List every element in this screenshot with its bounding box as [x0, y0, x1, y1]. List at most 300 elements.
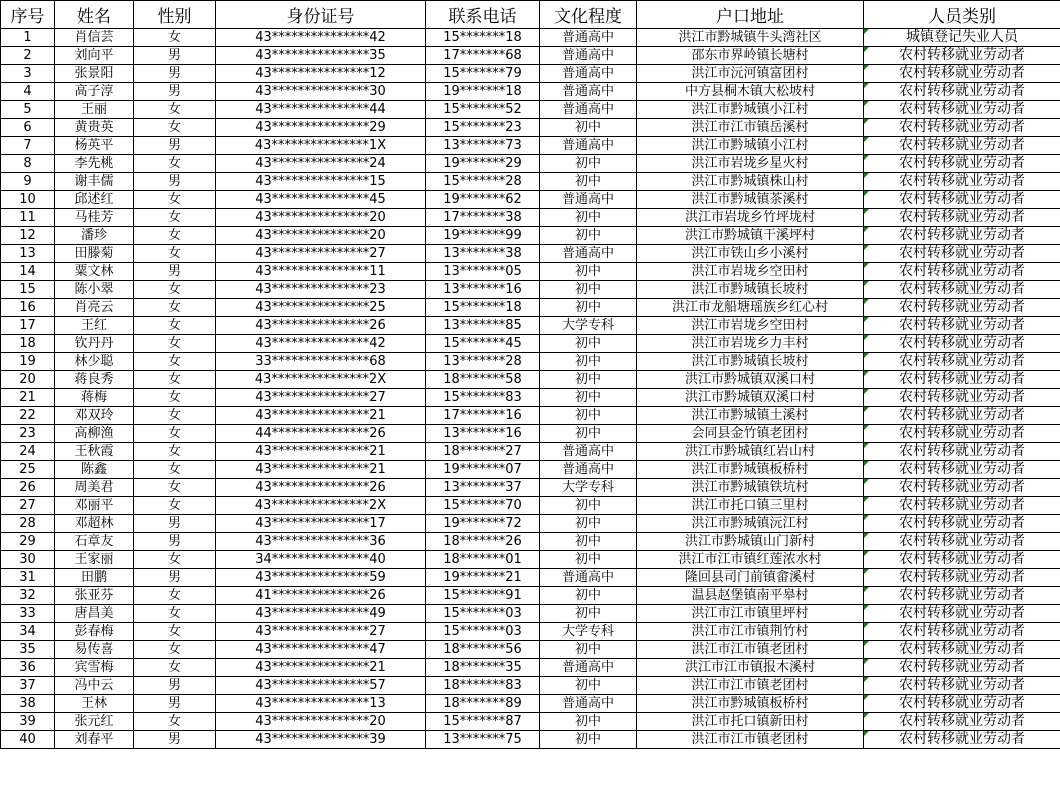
cell-address: 会同县金竹镇老团村 [637, 425, 864, 443]
cell-id-number: 43***************2X [216, 371, 426, 389]
cell-index: 24 [1, 443, 55, 461]
cell-education: 初中 [540, 515, 637, 533]
cell-index: 9 [1, 173, 55, 191]
cell-education: 大学专科 [540, 623, 637, 641]
cell-education: 初中 [540, 587, 637, 605]
cell-id-number: 43***************27 [216, 623, 426, 641]
cell-category: 农村转移就业劳动者 [864, 407, 1060, 425]
cell-gender: 男 [134, 695, 216, 713]
cell-address: 洪江市江市镇老团村 [637, 677, 864, 695]
cell-id-number: 43***************21 [216, 407, 426, 425]
cell-phone: 18*******35 [426, 659, 540, 677]
cell-category: 农村转移就业劳动者 [864, 317, 1060, 335]
cell-gender: 男 [134, 533, 216, 551]
table-row [1, 299, 1060, 317]
cell-address: 洪江市江市镇岳溪村 [637, 119, 864, 137]
cell-address: 洪江市岩垅乡空田村 [637, 263, 864, 281]
cell-index: 23 [1, 425, 55, 443]
cell-gender: 男 [134, 515, 216, 533]
cell-category: 农村转移就业劳动者 [864, 587, 1060, 605]
cell-category: 城镇登记失业人员 [864, 29, 1060, 47]
cell-id-number: 43***************45 [216, 191, 426, 209]
cell-id-number: 43***************27 [216, 389, 426, 407]
cell-index: 34 [1, 623, 55, 641]
cell-id-number: 43***************59 [216, 569, 426, 587]
cell-education: 初中 [540, 551, 637, 569]
cell-address: 洪江市江市镇老团村 [637, 731, 864, 749]
cell-category: 农村转移就业劳动者 [864, 281, 1060, 299]
cell-index: 2 [1, 47, 55, 65]
cell-index: 31 [1, 569, 55, 587]
cell-phone: 18*******58 [426, 371, 540, 389]
cell-index: 37 [1, 677, 55, 695]
cell-gender: 女 [134, 659, 216, 677]
cell-name: 宾雪梅 [55, 659, 134, 677]
cell-education: 初中 [540, 227, 637, 245]
cell-education: 初中 [540, 533, 637, 551]
cell-phone: 13*******05 [426, 263, 540, 281]
cell-education: 普通高中 [540, 569, 637, 587]
cell-address: 中方县桐木镇大松坡村 [637, 83, 864, 101]
cell-gender: 男 [134, 83, 216, 101]
cell-name: 易传喜 [55, 641, 134, 659]
cell-phone: 18*******89 [426, 695, 540, 713]
cell-index: 40 [1, 731, 55, 749]
cell-address: 洪江市黔城镇牛头湾社区 [637, 29, 864, 47]
cell-address: 洪江市黔城镇小江村 [637, 101, 864, 119]
cell-phone: 13*******28 [426, 353, 540, 371]
cell-category: 农村转移就业劳动者 [864, 605, 1060, 623]
table-row [1, 623, 1060, 641]
cell-phone: 15*******83 [426, 389, 540, 407]
cell-education: 初中 [540, 425, 637, 443]
cell-phone: 15*******03 [426, 623, 540, 641]
cell-index: 8 [1, 155, 55, 173]
cell-phone: 15*******52 [426, 101, 540, 119]
cell-address: 洪江市江市镇红莲浓水村 [637, 551, 864, 569]
cell-id-number: 43***************29 [216, 119, 426, 137]
table-row [1, 47, 1060, 65]
cell-education: 大学专科 [540, 479, 637, 497]
cell-name: 周美君 [55, 479, 134, 497]
cell-address: 洪江市江市镇荆竹村 [637, 623, 864, 641]
cell-address: 洪江市黔城镇山门新村 [637, 533, 864, 551]
table-row [1, 569, 1060, 587]
cell-education: 普通高中 [540, 461, 637, 479]
cell-phone: 13*******38 [426, 245, 540, 263]
cell-category: 农村转移就业劳动者 [864, 191, 1060, 209]
table-row [1, 371, 1060, 389]
cell-gender: 女 [134, 29, 216, 47]
table-row [1, 497, 1060, 515]
cell-category: 农村转移就业劳动者 [864, 425, 1060, 443]
cell-gender: 女 [134, 587, 216, 605]
cell-index: 30 [1, 551, 55, 569]
header-category: 人员类别 [864, 1, 1060, 29]
cell-gender: 女 [134, 479, 216, 497]
cell-category: 农村转移就业劳动者 [864, 371, 1060, 389]
cell-index: 5 [1, 101, 55, 119]
table-row [1, 137, 1060, 155]
cell-name: 钦丹丹 [55, 335, 134, 353]
cell-education: 初中 [540, 173, 637, 191]
table-row [1, 425, 1060, 443]
cell-education: 初中 [540, 605, 637, 623]
cell-address: 洪江市龙船塘瑶族乡红心村 [637, 299, 864, 317]
cell-category: 农村转移就业劳动者 [864, 65, 1060, 83]
cell-phone: 13*******75 [426, 731, 540, 749]
table-row [1, 335, 1060, 353]
cell-index: 32 [1, 587, 55, 605]
cell-name: 王丽 [55, 101, 134, 119]
cell-name: 王红 [55, 317, 134, 335]
cell-education: 初中 [540, 209, 637, 227]
cell-gender: 女 [134, 155, 216, 173]
cell-id-number: 44***************26 [216, 425, 426, 443]
cell-phone: 15*******79 [426, 65, 540, 83]
table-row [1, 281, 1060, 299]
cell-index: 39 [1, 713, 55, 731]
cell-name: 蒋良秀 [55, 371, 134, 389]
table-row [1, 479, 1060, 497]
header-phone: 联系电话 [426, 1, 540, 29]
cell-education: 初中 [540, 119, 637, 137]
cell-education: 初中 [540, 677, 637, 695]
cell-category: 农村转移就业劳动者 [864, 245, 1060, 263]
cell-id-number: 43***************21 [216, 461, 426, 479]
cell-gender: 男 [134, 731, 216, 749]
cell-gender: 女 [134, 209, 216, 227]
cell-category: 农村转移就业劳动者 [864, 83, 1060, 101]
cell-education: 初中 [540, 299, 637, 317]
cell-phone: 13*******73 [426, 137, 540, 155]
cell-gender: 女 [134, 497, 216, 515]
table-row [1, 191, 1060, 209]
table-row [1, 659, 1060, 677]
cell-phone: 19*******99 [426, 227, 540, 245]
cell-id-number: 43***************49 [216, 605, 426, 623]
table-row [1, 317, 1060, 335]
table-row [1, 353, 1060, 371]
table-row [1, 389, 1060, 407]
cell-index: 28 [1, 515, 55, 533]
cell-address: 洪江市黔城镇干溪坪村 [637, 227, 864, 245]
cell-index: 36 [1, 659, 55, 677]
table-row [1, 605, 1060, 623]
cell-name: 刘春平 [55, 731, 134, 749]
cell-phone: 18*******01 [426, 551, 540, 569]
cell-name: 高子淳 [55, 83, 134, 101]
table-row [1, 29, 1060, 47]
cell-education: 初中 [540, 371, 637, 389]
cell-id-number: 43***************26 [216, 317, 426, 335]
cell-education: 普通高中 [540, 83, 637, 101]
cell-category: 农村转移就业劳动者 [864, 335, 1060, 353]
cell-id-number: 43***************44 [216, 101, 426, 119]
table-row [1, 443, 1060, 461]
cell-gender: 女 [134, 371, 216, 389]
cell-name: 邱述红 [55, 191, 134, 209]
cell-name: 唐昌美 [55, 605, 134, 623]
cell-category: 农村转移就业劳动者 [864, 155, 1060, 173]
cell-id-number: 43***************20 [216, 209, 426, 227]
cell-gender: 女 [134, 299, 216, 317]
table-row [1, 587, 1060, 605]
cell-name: 王秋霞 [55, 443, 134, 461]
cell-gender: 男 [134, 65, 216, 83]
cell-address: 洪江市岩垅乡力丰村 [637, 335, 864, 353]
cell-id-number: 43***************1X [216, 137, 426, 155]
cell-index: 27 [1, 497, 55, 515]
cell-category: 农村转移就业劳动者 [864, 713, 1060, 731]
cell-gender: 女 [134, 389, 216, 407]
cell-name: 高柳渔 [55, 425, 134, 443]
cell-address: 洪江市黔城镇双溪口村 [637, 371, 864, 389]
cell-id-number: 43***************57 [216, 677, 426, 695]
cell-id-number: 34***************40 [216, 551, 426, 569]
cell-id-number: 43***************11 [216, 263, 426, 281]
cell-name: 李先桃 [55, 155, 134, 173]
cell-category: 农村转移就业劳动者 [864, 119, 1060, 137]
table-row [1, 551, 1060, 569]
cell-name: 田鹏 [55, 569, 134, 587]
cell-gender: 女 [134, 119, 216, 137]
cell-name: 王林 [55, 695, 134, 713]
cell-address: 洪江市江市镇里坪村 [637, 605, 864, 623]
cell-phone: 18*******83 [426, 677, 540, 695]
cell-phone: 17*******68 [426, 47, 540, 65]
cell-category: 农村转移就业劳动者 [864, 173, 1060, 191]
cell-name: 王家丽 [55, 551, 134, 569]
table-row [1, 119, 1060, 137]
cell-name: 林少聪 [55, 353, 134, 371]
cell-phone: 15*******87 [426, 713, 540, 731]
cell-name: 陈小翠 [55, 281, 134, 299]
cell-education: 普通高中 [540, 29, 637, 47]
table-row [1, 65, 1060, 83]
cell-address: 洪江市黔城镇株山村 [637, 173, 864, 191]
cell-phone: 15*******18 [426, 299, 540, 317]
cell-phone: 19*******62 [426, 191, 540, 209]
cell-category: 农村转移就业劳动者 [864, 209, 1060, 227]
cell-id-number: 43***************36 [216, 533, 426, 551]
cell-education: 普通高中 [540, 245, 637, 263]
table-row [1, 713, 1060, 731]
cell-id-number: 43***************25 [216, 299, 426, 317]
table-row [1, 533, 1060, 551]
cell-name: 邓超林 [55, 515, 134, 533]
table-row [1, 245, 1060, 263]
cell-gender: 女 [134, 335, 216, 353]
cell-category: 农村转移就业劳动者 [864, 101, 1060, 119]
cell-index: 20 [1, 371, 55, 389]
cell-education: 初中 [540, 335, 637, 353]
cell-education: 初中 [540, 497, 637, 515]
cell-gender: 女 [134, 227, 216, 245]
cell-index: 33 [1, 605, 55, 623]
cell-gender: 女 [134, 245, 216, 263]
cell-name: 谢丰儒 [55, 173, 134, 191]
cell-address: 洪江市岩垅乡竹坪垅村 [637, 209, 864, 227]
cell-id-number: 43***************21 [216, 443, 426, 461]
cell-name: 粟文林 [55, 263, 134, 281]
cell-category: 农村转移就业劳动者 [864, 227, 1060, 245]
cell-address: 洪江市黔城镇板桥村 [637, 461, 864, 479]
cell-category: 农村转移就业劳动者 [864, 569, 1060, 587]
cell-id-number: 33***************68 [216, 353, 426, 371]
cell-index: 38 [1, 695, 55, 713]
cell-education: 普通高中 [540, 659, 637, 677]
cell-name: 田滕菊 [55, 245, 134, 263]
cell-name: 肖信芸 [55, 29, 134, 47]
cell-education: 初中 [540, 263, 637, 281]
cell-name: 冯中云 [55, 677, 134, 695]
cell-address: 洪江市黔城镇长坡村 [637, 353, 864, 371]
cell-phone: 15*******91 [426, 587, 540, 605]
cell-index: 3 [1, 65, 55, 83]
cell-index: 12 [1, 227, 55, 245]
table-row [1, 515, 1060, 533]
cell-phone: 17*******38 [426, 209, 540, 227]
cell-category: 农村转移就业劳动者 [864, 443, 1060, 461]
cell-index: 35 [1, 641, 55, 659]
cell-name: 彭春梅 [55, 623, 134, 641]
cell-name: 杨英平 [55, 137, 134, 155]
cell-name: 石章友 [55, 533, 134, 551]
cell-education: 普通高中 [540, 65, 637, 83]
cell-phone: 19*******21 [426, 569, 540, 587]
cell-address: 洪江市岩垅乡星火村 [637, 155, 864, 173]
cell-address: 洪江市黔城镇小江村 [637, 137, 864, 155]
cell-index: 13 [1, 245, 55, 263]
table-row [1, 695, 1060, 713]
cell-phone: 18*******56 [426, 641, 540, 659]
cell-education: 普通高中 [540, 47, 637, 65]
cell-index: 25 [1, 461, 55, 479]
cell-gender: 女 [134, 191, 216, 209]
cell-category: 农村转移就业劳动者 [864, 551, 1060, 569]
cell-address: 洪江市岩垅乡空田村 [637, 317, 864, 335]
cell-education: 普通高中 [540, 695, 637, 713]
cell-name: 潘珍 [55, 227, 134, 245]
cell-index: 11 [1, 209, 55, 227]
cell-address: 洪江市黔城镇铁坑村 [637, 479, 864, 497]
cell-index: 19 [1, 353, 55, 371]
cell-id-number: 43***************24 [216, 155, 426, 173]
cell-id-number: 41***************26 [216, 587, 426, 605]
cell-index: 6 [1, 119, 55, 137]
cell-gender: 男 [134, 173, 216, 191]
cell-category: 农村转移就业劳动者 [864, 731, 1060, 749]
cell-index: 7 [1, 137, 55, 155]
cell-category: 农村转移就业劳动者 [864, 533, 1060, 551]
cell-gender: 女 [134, 641, 216, 659]
header-index: 序号 [1, 1, 55, 29]
cell-phone: 18*******26 [426, 533, 540, 551]
cell-id-number: 43***************12 [216, 65, 426, 83]
cell-id-number: 43***************26 [216, 479, 426, 497]
cell-id-number: 43***************21 [216, 659, 426, 677]
cell-phone: 15*******28 [426, 173, 540, 191]
cell-gender: 女 [134, 461, 216, 479]
cell-address: 洪江市黔城镇土溪村 [637, 407, 864, 425]
table-row [1, 83, 1060, 101]
cell-gender: 女 [134, 713, 216, 731]
cell-phone: 13*******16 [426, 281, 540, 299]
cell-name: 邓双玲 [55, 407, 134, 425]
cell-education: 初中 [540, 407, 637, 425]
cell-id-number: 43***************39 [216, 731, 426, 749]
cell-category: 农村转移就业劳动者 [864, 659, 1060, 677]
cell-address: 洪江市江市镇报木溪村 [637, 659, 864, 677]
header-gender: 性别 [134, 1, 216, 29]
cell-index: 10 [1, 191, 55, 209]
cell-category: 农村转移就业劳动者 [864, 695, 1060, 713]
table-row [1, 677, 1060, 695]
cell-id-number: 43***************42 [216, 29, 426, 47]
cell-index: 15 [1, 281, 55, 299]
cell-id-number: 43***************2X [216, 497, 426, 515]
cell-address: 洪江市黔城镇板桥村 [637, 695, 864, 713]
cell-address: 洪江市托口镇新田村 [637, 713, 864, 731]
cell-name: 刘向平 [55, 47, 134, 65]
cell-index: 17 [1, 317, 55, 335]
cell-gender: 女 [134, 623, 216, 641]
cell-education: 初中 [540, 731, 637, 749]
cell-index: 21 [1, 389, 55, 407]
cell-phone: 13*******16 [426, 425, 540, 443]
cell-id-number: 43***************20 [216, 227, 426, 245]
cell-category: 农村转移就业劳动者 [864, 137, 1060, 155]
cell-name: 张元红 [55, 713, 134, 731]
cell-category: 农村转移就业劳动者 [864, 47, 1060, 65]
cell-id-number: 43***************17 [216, 515, 426, 533]
cell-address: 洪江市沅河镇富团村 [637, 65, 864, 83]
table-row [1, 731, 1060, 749]
cell-phone: 19*******18 [426, 83, 540, 101]
cell-phone: 15*******03 [426, 605, 540, 623]
table-row [1, 461, 1060, 479]
cell-name: 张景阳 [55, 65, 134, 83]
cell-gender: 男 [134, 677, 216, 695]
cell-phone: 18*******27 [426, 443, 540, 461]
cell-gender: 女 [134, 551, 216, 569]
cell-address: 邵东市界岭镇长塘村 [637, 47, 864, 65]
cell-phone: 13*******85 [426, 317, 540, 335]
cell-category: 农村转移就业劳动者 [864, 515, 1060, 533]
cell-id-number: 43***************23 [216, 281, 426, 299]
cell-education: 普通高中 [540, 191, 637, 209]
cell-gender: 女 [134, 317, 216, 335]
header-id-number: 身份证号 [216, 1, 426, 29]
table-row [1, 155, 1060, 173]
cell-index: 14 [1, 263, 55, 281]
cell-index: 18 [1, 335, 55, 353]
cell-category: 农村转移就业劳动者 [864, 641, 1060, 659]
cell-name: 张亚芬 [55, 587, 134, 605]
cell-address: 洪江市黔城镇长坡村 [637, 281, 864, 299]
cell-id-number: 43***************30 [216, 83, 426, 101]
cell-phone: 15*******23 [426, 119, 540, 137]
cell-category: 农村转移就业劳动者 [864, 353, 1060, 371]
cell-id-number: 43***************15 [216, 173, 426, 191]
cell-address: 温县赵堡镇南平皋村 [637, 587, 864, 605]
table-row [1, 227, 1060, 245]
cell-name: 马桂芳 [55, 209, 134, 227]
cell-id-number: 43***************47 [216, 641, 426, 659]
cell-gender: 女 [134, 101, 216, 119]
cell-id-number: 43***************27 [216, 245, 426, 263]
